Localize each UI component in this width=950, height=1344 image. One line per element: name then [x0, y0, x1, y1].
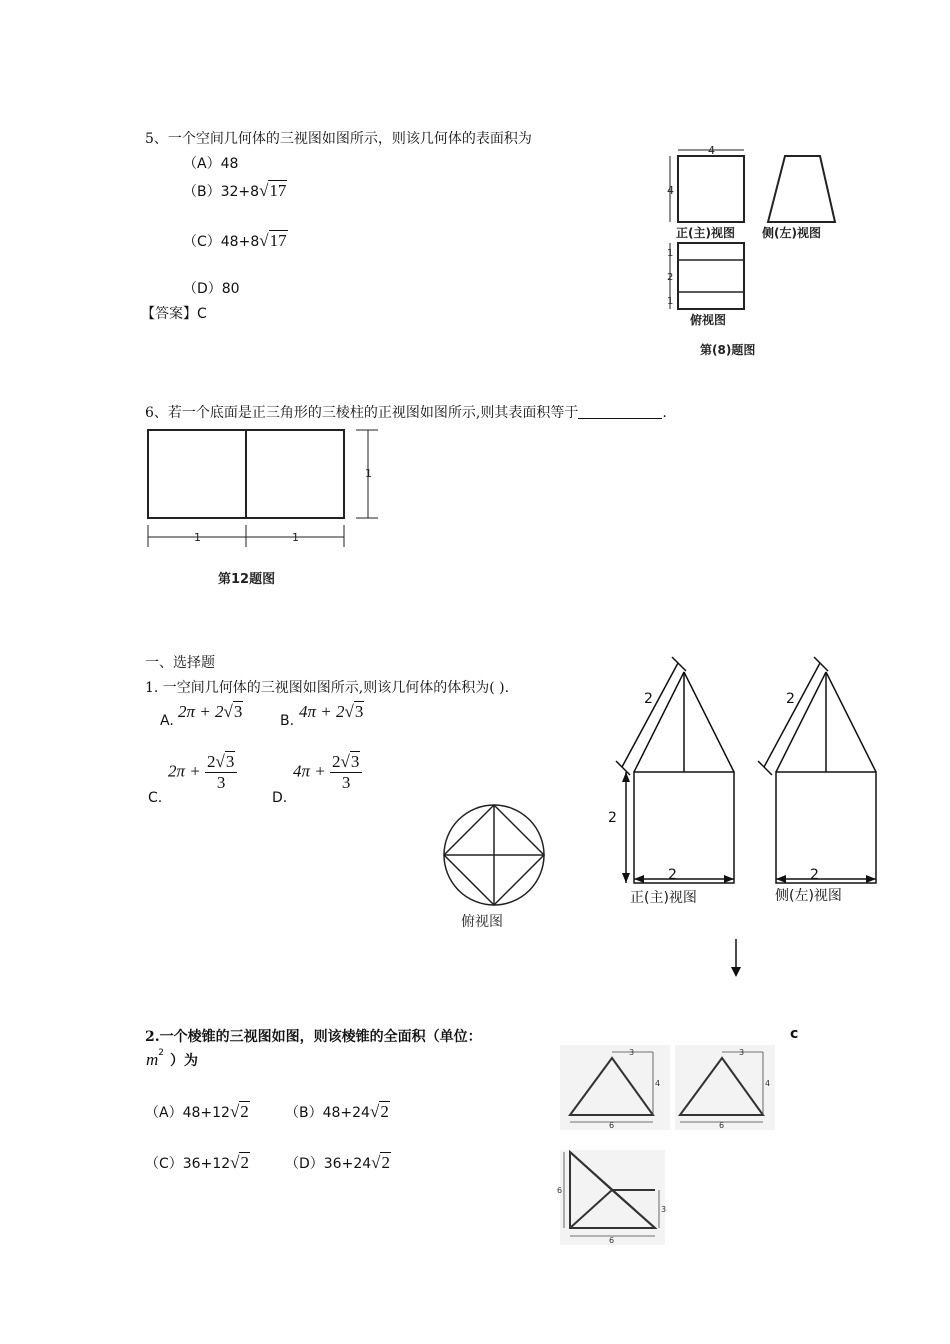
q1-top-label: 俯视图: [461, 914, 503, 930]
q6-stem-text: 6、若一个底面是正三角形的三棱柱的正视图如图所示,则其表面积等于: [145, 405, 579, 421]
q1-side-label: 侧(左)视图: [775, 888, 842, 904]
q1-option-d-num-coef: 2: [332, 752, 341, 771]
q1-option-c-radicand: 3: [225, 752, 235, 771]
q2-option-d: [285, 1153, 391, 1173]
q2-right-dim: 3: [661, 1205, 667, 1214]
sqrt-symbol: √3: [340, 752, 360, 771]
q1-option-a-expr: 2π + 2: [178, 702, 224, 721]
q5-stem: 5、一个空间几何体的三视图如图所示，则该几何体的表面积为: [145, 131, 532, 147]
q2-option-c: [145, 1153, 250, 1173]
q1-height-dim: 2: [608, 810, 617, 826]
q5-option-b-text: （B）32+8: [183, 184, 260, 200]
q2-base-dim: 6: [609, 1121, 615, 1130]
q2-option-b-radicand: 2: [380, 1102, 389, 1121]
sqrt-symbol: √2: [371, 1153, 390, 1172]
q5-top-dim-2: 2: [667, 272, 674, 283]
q1-option-b-expr: 4π + 2: [299, 702, 345, 721]
q5-option-c-radicand: 17: [269, 231, 287, 250]
q5-option-c: [183, 231, 288, 251]
q2-base-dim-b: 6: [719, 1121, 725, 1130]
q2-option-b-text: （B）48+24: [285, 1105, 370, 1121]
q5-option-d: （D）80: [183, 281, 240, 297]
q2-left-dim: 6: [557, 1186, 563, 1195]
q1-option-d-den: 3: [341, 773, 351, 792]
sqrt-symbol: √17: [259, 181, 287, 200]
q5-dim-side: 4: [667, 184, 674, 197]
q5-top-view: [678, 243, 744, 309]
q1-option-d: [293, 752, 362, 793]
q6-caption: 第12题图: [218, 572, 276, 587]
sqrt-symbol: √2: [230, 1153, 249, 1172]
q5-front-label: 正(主)视图: [676, 226, 735, 240]
sqrt-symbol: √2: [369, 1102, 389, 1121]
q6-answer-blank: [578, 404, 662, 419]
q2-stem: 2.一个棱锥的三视图如图，则该棱锥的全面积（单位：: [145, 1029, 482, 1045]
q2-height-dim-b: 4: [765, 1079, 771, 1088]
q5-option-c-text: （C）48+8: [183, 234, 260, 250]
q1-option-a-label: A.: [160, 713, 174, 729]
q1-option-d-fraction: [330, 752, 362, 793]
q1-option-b-label: B.: [280, 713, 295, 729]
q6-stem: [145, 402, 667, 422]
q1-option-c-fraction: [205, 752, 237, 793]
q1-front-label: 正(主)视图: [630, 890, 697, 906]
q2-bottom-dim: 6: [609, 1236, 615, 1245]
q5-front-view: [678, 156, 744, 222]
section-title: 一、选择题: [145, 655, 215, 671]
q5-answer: 【答案】C: [141, 306, 207, 322]
q2-option-c-radicand: 2: [240, 1153, 249, 1172]
q1-front-side-figure: [600, 655, 900, 980]
q1-option-c-num-coef: 2: [207, 752, 216, 771]
q5-caption: 第(8)题图: [700, 343, 756, 357]
q2-option-a-text: （A）48+12: [145, 1105, 230, 1121]
q5-top-dim-1: 1: [667, 248, 674, 259]
sqrt-symbol: √17: [259, 231, 287, 250]
q2-unit-exp: 2: [158, 1048, 165, 1059]
q1-option-d-expr: 4π +: [293, 761, 326, 781]
q5-option-b-radicand: 17: [269, 181, 287, 200]
q2-option-a: [145, 1102, 250, 1122]
q2-top-dim-b: 3: [739, 1048, 745, 1057]
q5-dim-top: 4: [708, 144, 715, 157]
q5-side-label: 侧(左)视图: [762, 226, 821, 240]
q2-unit-line: [146, 1050, 198, 1070]
q1-option-c-num: [205, 752, 237, 773]
q2-height-dim: 4: [655, 1079, 661, 1088]
q6-dim-height: 1: [365, 467, 372, 480]
q6-front-view-figure: [140, 425, 390, 595]
q2-option-c-text: （C）36+12: [145, 1156, 231, 1172]
q5-side-view: [768, 156, 835, 222]
q1-base-front: 2: [668, 867, 677, 883]
q5-top-dim-3: 1: [667, 296, 674, 307]
sqrt-symbol: √3: [223, 702, 243, 721]
q1-option-d-radicand: 3: [350, 752, 360, 771]
sqrt-symbol: √3: [344, 702, 364, 721]
q1-option-d-num: [330, 752, 362, 773]
q5-option-b: [183, 181, 287, 201]
q1-option-a: [178, 702, 243, 722]
q6-period: .: [662, 405, 667, 421]
q2-option-d-radicand: 2: [381, 1153, 390, 1172]
q1-slant-side: 2: [786, 691, 795, 707]
q6-dim-right: 1: [292, 531, 299, 544]
q1-option-d-label: D.: [272, 790, 288, 806]
q2-stem-end: ）为: [170, 1053, 199, 1069]
q2-option-a-radicand: 2: [240, 1102, 249, 1121]
q6-dim-left: 1: [194, 531, 201, 544]
q1-option-c-label: C.: [148, 790, 163, 806]
q1-base-side: 2: [810, 867, 819, 883]
q5-three-view-figure: [660, 140, 845, 365]
q1-stem: 1. 一空间几何体的三视图如图所示,则该几何体的体积为( ).: [145, 680, 510, 696]
q1-slant-front: 2: [644, 691, 653, 707]
q5-option-a: （A）48: [183, 156, 239, 172]
q1-option-a-radicand: 3: [233, 702, 243, 721]
q1-option-c-expr: 2π +: [168, 761, 201, 781]
q1-option-b-radicand: 3: [354, 702, 364, 721]
q2-option-b: [285, 1102, 390, 1122]
q1-option-c: [168, 752, 237, 793]
q2-top-dim: 3: [629, 1048, 635, 1057]
q1-option-c-den: 3: [216, 773, 226, 792]
q2-option-d-text: （D）36+24: [285, 1156, 372, 1172]
sqrt-symbol: √3: [215, 752, 235, 771]
q1-top-view-figure: [440, 800, 560, 935]
sqrt-symbol: √2: [229, 1102, 249, 1121]
q2-unit: m: [146, 1050, 159, 1069]
q5-top-label: 俯视图: [690, 313, 727, 327]
q2-answer: c: [790, 1026, 799, 1042]
q1-option-b: [299, 702, 364, 722]
q2-three-view-figure: [555, 1040, 785, 1250]
